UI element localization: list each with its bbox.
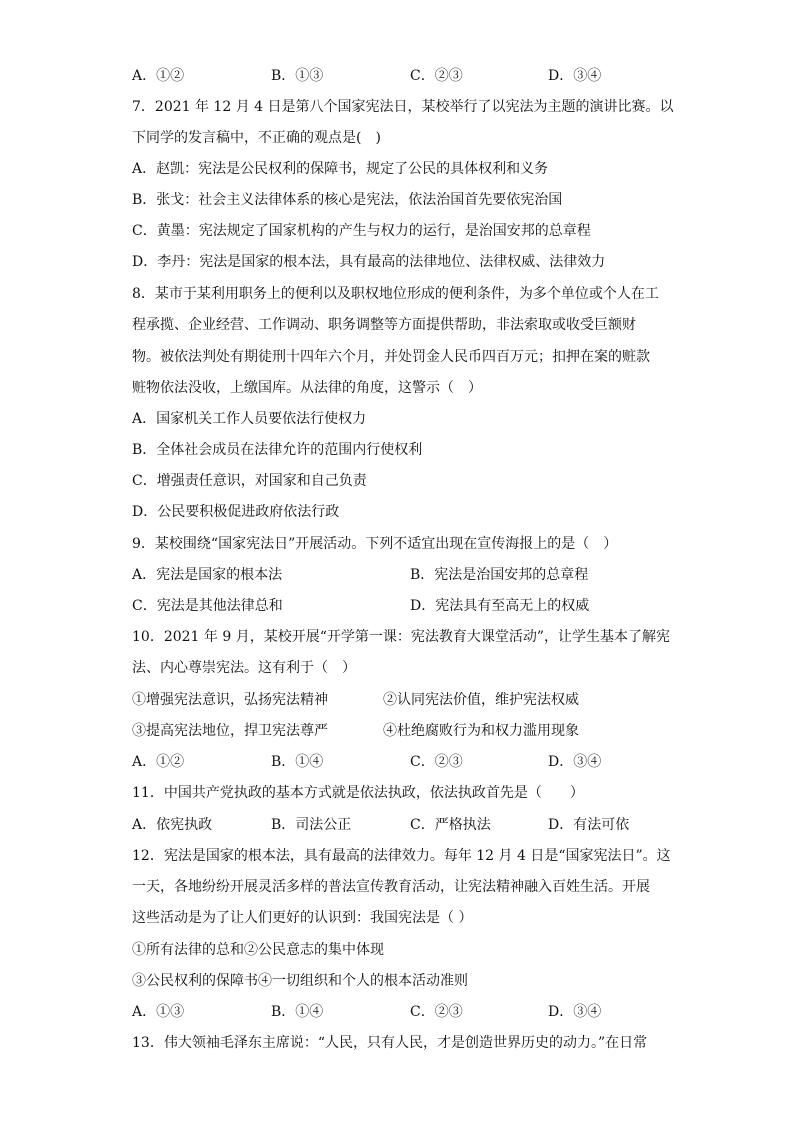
- q10-option-c: C．②③: [410, 754, 463, 770]
- q12-option-c: C．②③: [410, 1004, 463, 1020]
- q7-option-d: D．李丹：宪法是国家的根本法，具有最高的法律地位、法律权威、法律效力: [132, 254, 606, 270]
- q8-stem: 程承揽、企业经营、工作调动、职务调整等方面提供帮助，非法索取或收受巨额财: [132, 317, 636, 333]
- q6-option-d: D．③④: [548, 68, 602, 84]
- q7-stem: 下同学的发言稿中，不正确的观点是( ): [132, 130, 381, 146]
- q12-item-line: ③公民权利的保障书④一切组织和个人的根本活动准则: [132, 973, 468, 989]
- q12-stem: 一天，各地纷纷开展灵活多样的普法宣传教育活动，让宪法精神融入百姓生活。开展: [132, 879, 650, 895]
- q7-stem: 7．2021 年 12 月 4 日是第八个国家宪法日，某校举行了以宪法为主题的演讲比赛。以: [132, 99, 674, 115]
- q6-option-b: B．①③: [271, 68, 324, 84]
- q10-item-1: ①增强宪法意识，弘扬宪法精神: [132, 692, 328, 708]
- q10-option-d: D．③④: [548, 754, 602, 770]
- q13-stem: 13．伟大领袖毛泽东主席说：“人民，只有人民，才是创造世界历史的动力。”在日常: [132, 1035, 648, 1051]
- q12-stem: 12．宪法是国家的根本法，具有最高的法律效力。每年 12 月 4 日是“国家宪法日”。这: [132, 848, 671, 864]
- q7-option-c: C．黄墨：宪法规定了国家机构的产生与权力的运行，是治国安邦的总章程: [132, 223, 591, 239]
- q8-option-b: B．全体社会成员在法律允许的范围内行使权利: [132, 442, 423, 458]
- q12-option-b: B．①④: [271, 1004, 324, 1020]
- q8-option-a: A．国家机关工作人员要依法行使权力: [132, 411, 367, 427]
- q6-option-c: C．②③: [410, 68, 463, 84]
- q8-stem: 赃物依法没收，上缴国库。从法律的角度，这警示（ ）: [132, 380, 482, 396]
- q10-option-b: B．①④: [271, 754, 324, 770]
- q12-option-d: D．③④: [548, 1004, 602, 1020]
- q10-option-a: A．①②: [132, 754, 185, 770]
- q11-option-b: B．司法公正: [271, 817, 352, 833]
- q10-stem: 10．2021 年 9 月，某校开展“开学第一课：宪法教育大课堂活动”，让学生基本了解宪: [132, 629, 671, 645]
- q7-option-b: B．张戈：社会主义法律体系的核心是宪法，依法治国首先要依宪治国: [132, 192, 563, 208]
- q9-option-c: C．宪法是其他法律总和: [132, 598, 283, 614]
- q12-option-a: A．①③: [132, 1004, 185, 1020]
- q9-option-d: D．宪法具有至高无上的权威: [410, 598, 590, 614]
- q8-stem: 物。被依法判处有期徒刑十四年六个月，并处罚金人民币四百万元；扣押在案的赃款: [132, 349, 650, 365]
- q10-item-3: ③提高宪法地位，捍卫宪法尊严: [132, 723, 328, 739]
- q12-stem: 这些活动是为了让人们更好的认识到：我国宪法是（ ）: [132, 910, 473, 926]
- q11-option-d: D．有法可依: [548, 817, 630, 833]
- q11-stem: 11．中国共产党执政的基本方式就是依法执政，依法执政首先是（ ）: [132, 785, 584, 801]
- q11-option-a: A．依宪执政: [132, 817, 213, 833]
- q11-option-c: C．严格执法: [410, 817, 491, 833]
- q8-stem: 8．某市于某利用职务上的便利以及职权地位形成的便利条件，为多个单位或个人在工: [132, 286, 659, 302]
- q6-option-a: A．①②: [132, 68, 185, 84]
- q7-option-a: A．赵凯：宪法是公民权利的保障书，规定了公民的具体权利和义务: [132, 161, 549, 177]
- q8-option-c: C．增强责任意识，对国家和自己负责: [132, 473, 367, 489]
- q12-item-line: ①所有法律的总和②公民意志的集中体现: [132, 942, 384, 958]
- q9-stem: 9．某校围绕“国家宪法日”开展活动。下列不适宜出现在宣传海报上的是（ ）: [132, 536, 618, 552]
- q8-option-d: D．公民要积极促进政府依法行政: [132, 504, 340, 520]
- q10-item-2: ②认同宪法价值，维护宪法权威: [383, 692, 579, 708]
- q10-item-4: ④杜绝腐败行为和权力滥用现象: [383, 723, 579, 739]
- q9-option-a: A．宪法是国家的根本法: [132, 567, 283, 583]
- q9-option-b: B．宪法是治国安邦的总章程: [410, 567, 589, 583]
- q10-stem: 法、内心尊崇宪法。这有利于（ ）: [132, 660, 356, 676]
